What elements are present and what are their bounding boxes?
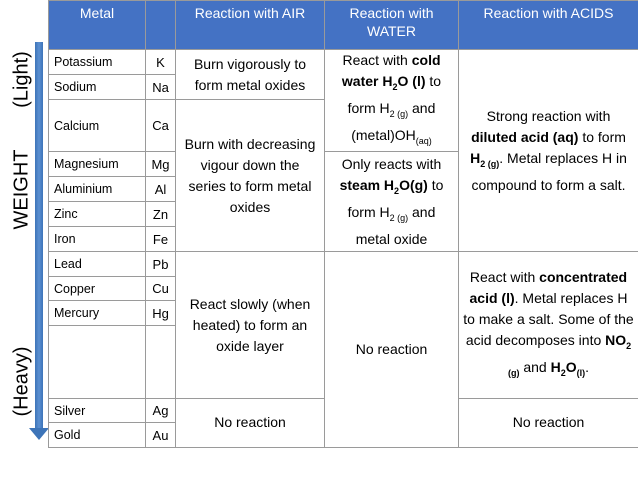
down-arrow-icon [29,428,49,440]
metal-name: Lead [49,252,146,277]
metal-symbol: Cu [146,276,176,301]
metal-name: Iron [49,227,146,252]
metal-name: Gold [49,423,146,448]
metal-symbol: Hg [146,301,176,326]
air-reaction-cell: React slowly (when heated) to form an oxide layer [176,252,325,399]
air-reaction-cell: Burn with decreasing vigour down the series to form metal oxides [176,100,325,252]
header-symbol [146,1,176,50]
metal-name: Mercury [49,301,146,326]
down-arrow-shaft [35,42,43,432]
water-reaction-cell: No reaction [325,252,459,448]
air-reaction-cell: No reaction [176,398,325,447]
metal-name: Sodium [49,75,146,100]
acid-reaction-cell: React with concentrated acid (l). Metal replaces H to make a salt. Some of the acid decomposes into $NO_{2 (g)}$ and $H_2O_{(l)}$. [459,252,638,399]
table-row [49,252,638,277]
metal-symbol: Fe [146,227,176,252]
metal-name: Zinc [49,202,146,227]
axis-heavy-label: (Heavy) [10,346,33,417]
acid-reaction-cell: No reaction [459,398,638,447]
reactivity-table [48,0,638,448]
metal-symbol: Mg [146,152,176,177]
metal-symbol: Zn [146,202,176,227]
table-row [49,50,638,75]
metal-symbol: Au [146,423,176,448]
metal-symbol: Pb [146,252,176,277]
axis-light-label: (Light) [10,51,33,108]
header-acids: Reaction with ACIDS [459,1,638,50]
vertical-axis [0,0,48,479]
air-reaction-cell: Burn vigorously to form metal oxides [176,50,325,100]
header-water: Reaction with WATER [325,1,459,50]
metal-symbol: Ca [146,100,176,152]
metal-name: Copper [49,276,146,301]
axis-weight-label: WEIGHT [10,149,33,230]
water-reaction-cell: Only reacts with steam $H_2O(g)$ to form $H_{2 (g)}$ and metal oxide [325,152,459,252]
metal-name: Calcium [49,100,146,152]
metal-name: Magnesium [49,152,146,177]
metal-symbol: Al [146,177,176,202]
metal-name: Aluminium [49,177,146,202]
metal-name: Potassium [49,50,146,75]
header-row [49,1,638,50]
metal-symbol: Ag [146,398,176,423]
header-metal: Metal [49,1,146,50]
metal-name: Silver [49,398,146,423]
water-reaction-cell: React with cold water $H_2O$ (l) to form $H_{2 (g)}$ and $(metal)OH_{(aq)}$ [325,50,459,152]
metal-symbol: K [146,50,176,75]
acid-reaction-cell: Strong reaction with diluted acid (aq) to form $H_{2 (g)}$. Metal replaces H in compound to form a salt. [459,50,638,252]
metal-symbol: Na [146,75,176,100]
header-air: Reaction with AIR [176,1,325,50]
